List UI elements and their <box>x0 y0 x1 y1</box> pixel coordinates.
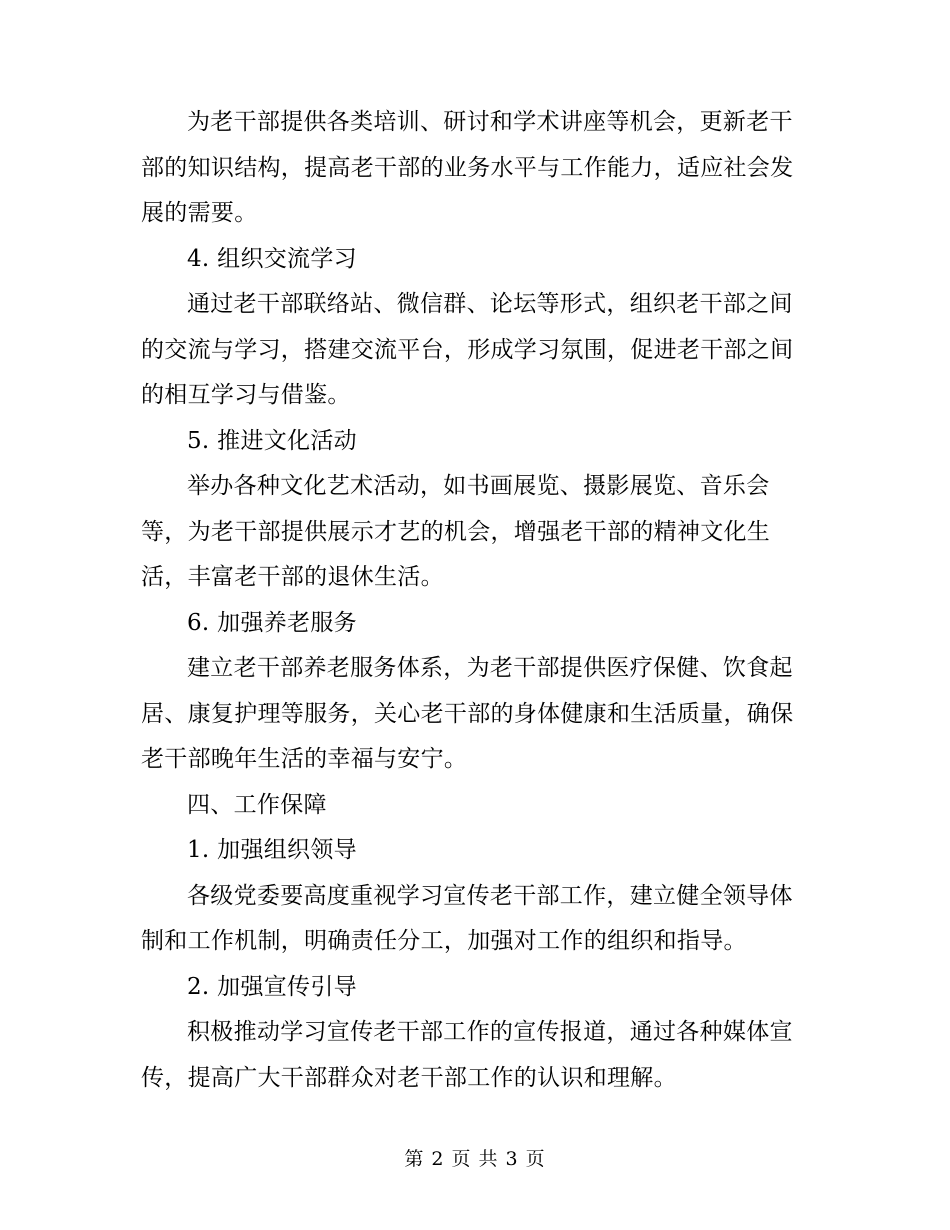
section-heading-work-guarantee: 四、工作保障 <box>187 791 327 818</box>
paragraph-organization-leadership: 各级党委要高度重视学习宣传老干部工作，建立健全领导体制和工作机制，明确责任分工，加强对工作的组织和指导。 <box>141 882 793 954</box>
heading-exchange-learning: 4. 组织交流学习 <box>187 245 357 272</box>
paragraph-cultural-activities: 举办各种文化艺术活动，如书画展览、摄影展览、音乐会等，为老干部提供展示才艺的机会，增强老干部的精神文化生活，丰富老干部的退休生活。 <box>141 473 771 590</box>
page-number-footer: 第 2 页 共 3 页 <box>404 1148 546 1170</box>
paragraph-publicity-guidance: 积极推动学习宣传老干部工作的宣传报道，通过各种媒体宣传，提高广大干部群众对老干部工作的认识和理解。 <box>141 1019 793 1091</box>
paragraph-training: 为老干部提供各类培训、研讨和学术讲座等机会，更新老干部的知识结构，提高老干部的业务水平与工作能力，适应社会发展的需要。 <box>141 109 794 226</box>
heading-cultural-activities: 5. 推进文化活动 <box>187 427 357 454</box>
heading-organization-leadership: 1. 加强组织领导 <box>187 837 357 863</box>
heading-elderly-care: 6. 加强养老服务 <box>187 609 357 636</box>
heading-publicity-guidance: 2. 加强宣传引导 <box>187 973 357 1000</box>
document-body <box>141 100 801 1101</box>
paragraph-exchange-learning: 通过老干部联络站、微信群、论坛等形式，组织老干部之间的交流与学习，搭建交流平台，形成学习氛围，促进老干部之间的相互学习与借鉴。 <box>141 291 794 408</box>
paragraph-elderly-care: 建立老干部养老服务体系，为老干部提供医疗保健、饮食起居、康复护理等服务，关心老干部的身体健康和生活质量，确保老干部晚年生活的幸福与安宁。 <box>141 655 794 772</box>
